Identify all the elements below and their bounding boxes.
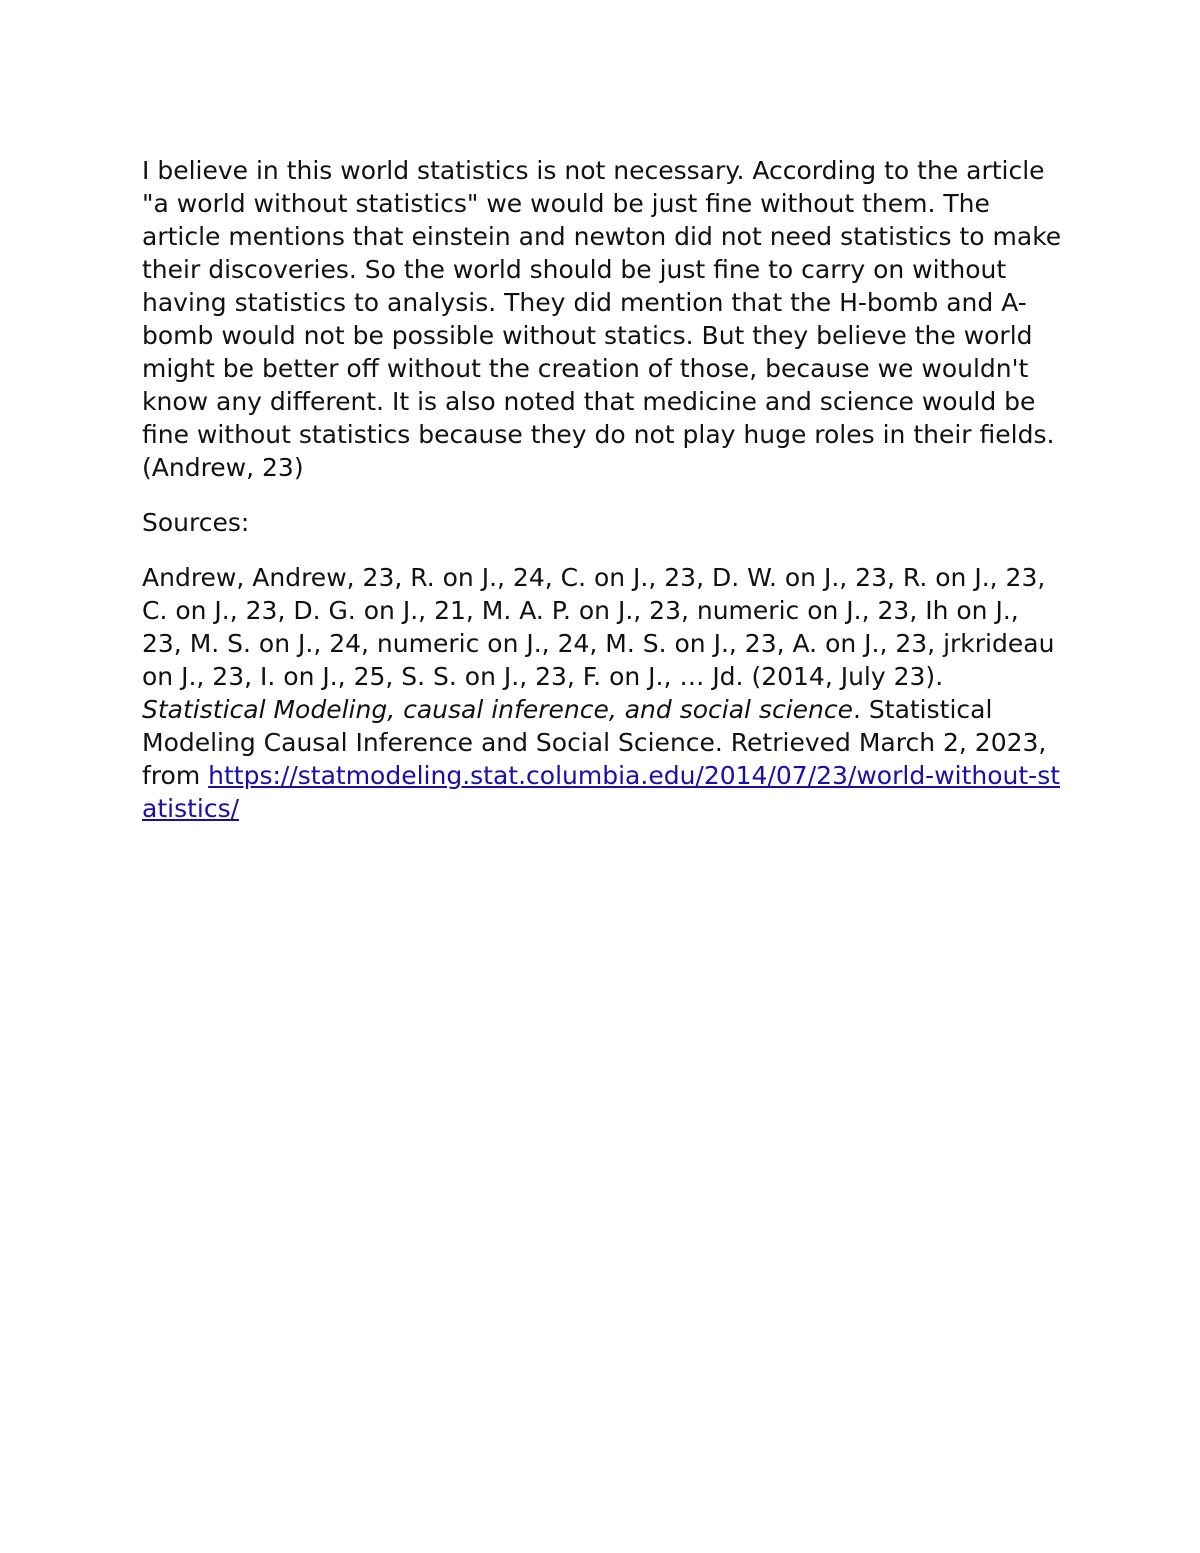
citation-url-link[interactable]: https://statmodeling.stat.columbia.edu/2014/07/23/world-without-statistics/ — [142, 761, 1061, 823]
citation-authors: Andrew, Andrew, 23, R. on J., 24, C. on J., 23, D. W. on J., 23, R. on J., 23, C. on J., 23, D. G. on J., 21, M. A. P. on J., 23, numeric on J., 23, Ih on J., 23, M. S. on J., 24, numeric on J., 24, M. S. on J., 23, A. on J., 23, jrkrideau on J., 23, I. on J., 25, S. S. on J., 23, F. on J., … Jd. (2014, July 23). — [142, 563, 1055, 691]
citation-paragraph — [142, 561, 1062, 825]
sources-heading: Sources: — [142, 508, 250, 537]
body-paragraph: I believe in this world statistics is not necessary. According to the article "a world without statistics" we would be just fine without them. The article mentions that einstein and newton did not need statistics to make their discoveries. So the world should be just fine to carry on without having statistics to analysis. They did mention that the H-bomb and A-bomb would not be possible without statics. But they believe the world might be better off without the creation of those, because we wouldn't know any different. It is also noted that medicine and science would be fine without statistics because they do not play huge roles in their fields.(Andrew, 23) — [142, 156, 1062, 482]
citation-publisher: . Statistical Modeling Causal Inference and Social Science. Retrieved March 2, 2023, from — [142, 695, 1047, 790]
citation-title: Statistical Modeling, causal inference, and social science — [142, 695, 853, 724]
document-content — [142, 154, 1062, 825]
